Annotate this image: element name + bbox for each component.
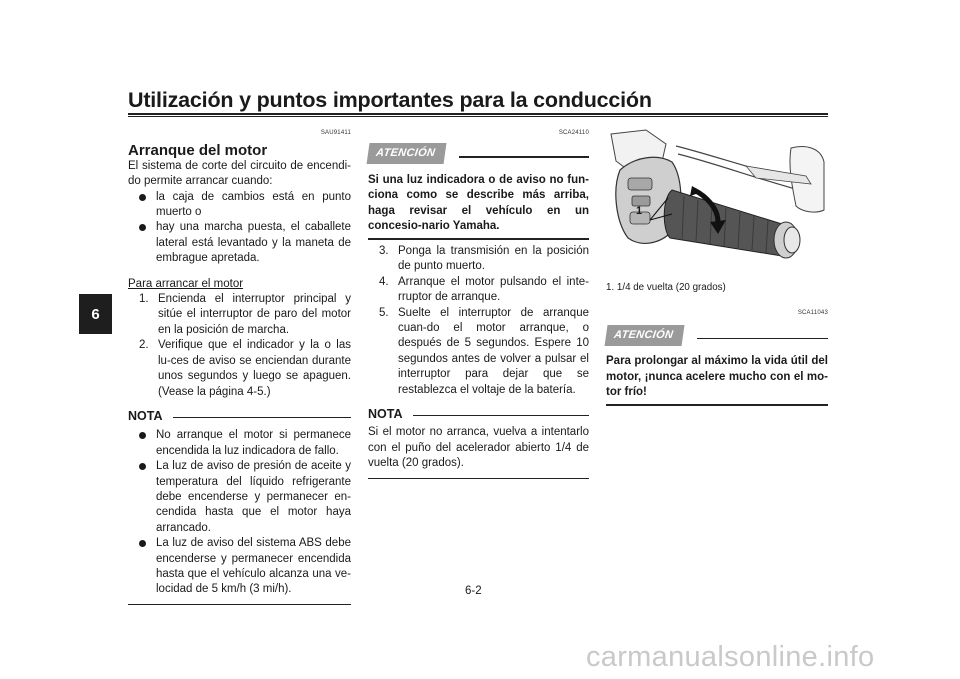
step-item bbox=[368, 306, 589, 398]
atencion-badge: ATENCIÓN bbox=[366, 143, 446, 164]
step-item bbox=[128, 292, 351, 338]
step-text: Encienda el interruptor principal y sitúe el interruptor de paro del motor en la posición de marcha. bbox=[158, 293, 351, 336]
nota-title: NOTA bbox=[128, 408, 163, 423]
figure-callout-label: 1 bbox=[636, 205, 643, 217]
list-item: No arranque el motor si permanece encendida la luz indicadora de fallo. bbox=[128, 428, 351, 459]
nota-title: NOTA bbox=[368, 407, 403, 421]
step-item bbox=[128, 338, 351, 400]
nota-rule bbox=[413, 415, 590, 416]
nota-header bbox=[368, 407, 589, 422]
section-code: SCA11043 bbox=[797, 310, 828, 317]
step-number: 3. bbox=[379, 244, 389, 257]
step-item bbox=[368, 275, 589, 306]
step-text: Verifique que el indicador y la o las lu-ces de aviso se enciendan durante unos segundos y luego se apaguen. (Vease la página 4-5.) bbox=[158, 339, 351, 398]
page-number: 6-2 bbox=[465, 585, 482, 597]
atencion-text: Para prolongar al máximo la vida útil del motor, ¡nunca acelere mucho con el mo-tor frío! bbox=[606, 355, 828, 399]
step-text: Suelte el interruptor de arranque cuan-do el motor arranque, o después de 5 segundos. Espere 10 segundos antes de volver a pulsar el interruptor para dejar que se restablezca el voltaje de la batería. bbox=[398, 306, 589, 396]
atencion-badge: ATENCIÓN bbox=[604, 325, 684, 346]
nota-end-rule bbox=[368, 478, 589, 479]
page-title: Utilización y puntos importantes para la conducción bbox=[128, 88, 652, 112]
atencion-text: Si una luz indicadora o de aviso no fun-ciona como se describe más arriba, haga revisar el vehículo en un concesio-nario Yamaha. bbox=[368, 173, 589, 233]
step-number: 4. bbox=[379, 275, 389, 288]
column-middle bbox=[368, 126, 589, 479]
atencion-rule bbox=[459, 156, 589, 158]
nota-text: Si el motor no arranca, vuelva a intentarlo con el puño del acelerador abierto 1/4 de vuelta (20 grados). bbox=[368, 426, 589, 470]
column-left bbox=[128, 126, 351, 605]
atencion-end-rule bbox=[368, 238, 589, 240]
nota-rule bbox=[173, 417, 352, 418]
step-item bbox=[368, 244, 589, 275]
list-item: La luz de aviso del sistema ABS debe encenderse y permanecer encendida hasta que el vehículo alcanza una ve-locidad de 5 km/h (3 mi/h). bbox=[128, 536, 351, 598]
atencion-header bbox=[368, 143, 589, 164]
section-heading: Arranque del motor bbox=[128, 142, 268, 160]
list-item: La luz de aviso de presión de aceite y temperatura del líquido refrigerante debe encenderse y permanecer en-cendida hasta que el motor haya arrancado. bbox=[128, 459, 351, 536]
atencion-end-rule bbox=[606, 404, 828, 406]
title-rule bbox=[128, 113, 828, 115]
nota-end-rule bbox=[128, 604, 351, 605]
chapter-tab[interactable]: 6 bbox=[79, 294, 112, 334]
atencion-rule bbox=[697, 338, 828, 340]
figure-caption: 1. 1/4 de vuelta (20 grados) bbox=[606, 282, 726, 293]
intro-text: El sistema de corte del circuito de encendi-do permite arrancar cuando: bbox=[128, 159, 351, 188]
list-item: hay una marcha puesta, el caballete lateral está levantado y la maneta de embrague apretada. bbox=[128, 220, 351, 266]
title-rule-thin bbox=[128, 116, 828, 117]
handlebar-figure bbox=[606, 126, 828, 274]
section-code: SCA24110 bbox=[558, 130, 589, 136]
step-text: Ponga la transmisión en la posición de punto muerto. bbox=[398, 244, 589, 273]
subheading: Para arrancar el motor bbox=[128, 277, 244, 290]
column-right bbox=[606, 126, 828, 406]
throttle-grip-illustration bbox=[606, 126, 828, 274]
nota-header bbox=[128, 409, 351, 424]
step-number: 5. bbox=[379, 306, 389, 319]
step-number: 1. bbox=[139, 293, 149, 306]
section-code: SAU91411 bbox=[320, 130, 351, 136]
step-text: Arranque el motor pulsando el inte-rruptor de arranque. bbox=[398, 275, 589, 304]
watermark: carmanualsonline.info bbox=[586, 641, 875, 673]
list-item: la caja de cambios está en punto muerto o bbox=[128, 190, 351, 221]
atencion-header bbox=[606, 325, 828, 346]
step-number: 2. bbox=[139, 339, 149, 352]
